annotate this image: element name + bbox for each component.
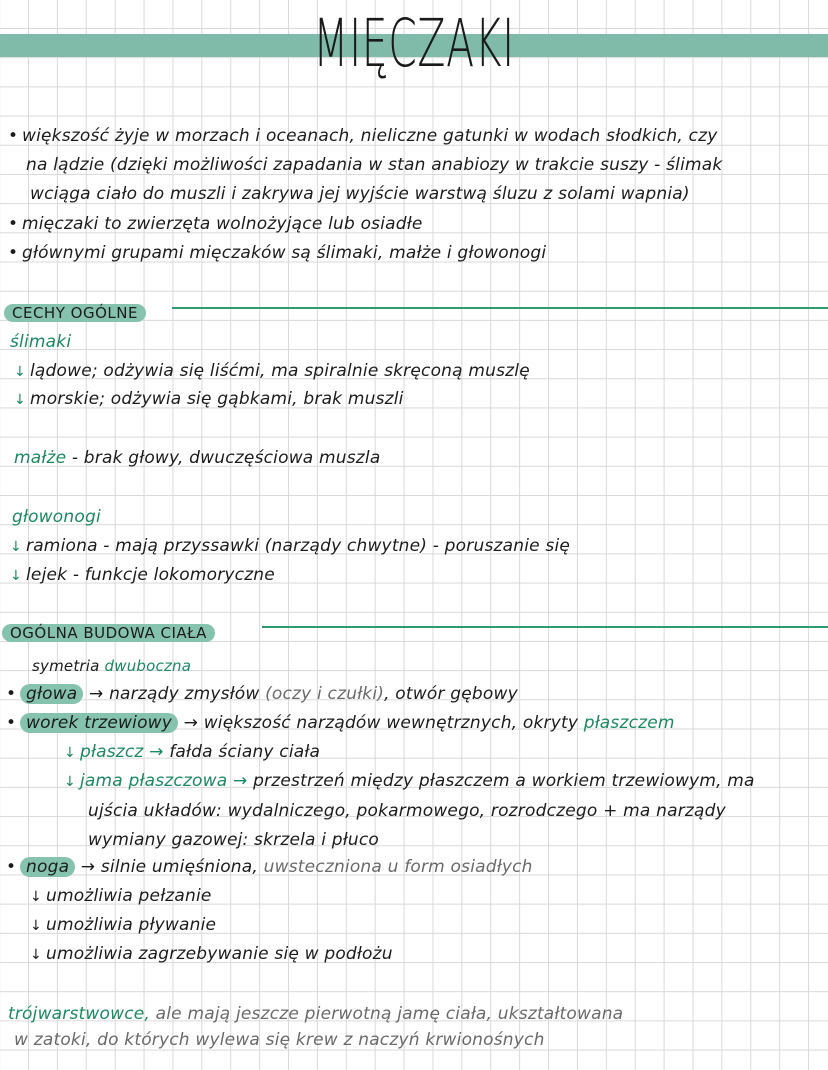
down-arrow-icon: ↓ — [14, 364, 26, 380]
group-label-slimaki: ślimaki — [10, 332, 72, 352]
down-arrow-icon: ↓ — [30, 947, 42, 963]
section-heading-text: OGÓLNA BUDOWA CIAŁA — [2, 624, 215, 642]
down-arrow-icon: ↓ — [14, 392, 26, 408]
noga-text: silnie umięśniona, — [100, 857, 258, 877]
intro-bullet-3 — [8, 239, 546, 268]
noga-item-1 — [30, 882, 212, 912]
worek-line — [6, 709, 675, 738]
term-glowa: głowa — [20, 684, 83, 704]
noga-gray-text: uwsteczniona u form osiadłych — [263, 857, 533, 877]
slimaki-item-2 — [14, 385, 404, 415]
term-noga: noga — [20, 857, 75, 877]
worek-text: większość narządów wewnętrznych, okryty — [203, 713, 579, 733]
closing-line-2: w zatoki, do których wylewa się krew z naczyń krwionośnych — [14, 1030, 545, 1050]
slimaki-item-1 — [14, 357, 530, 387]
intro-line: na lądzie (dzięki możliwości zapadania w stan anabiozy w trakcie suszy - ślimak — [26, 155, 723, 175]
down-arrow-icon: ↓ — [64, 774, 76, 790]
right-arrow-icon: → — [89, 684, 104, 704]
bullet-icon: • — [6, 857, 17, 877]
section-rule — [172, 307, 828, 309]
intro-bullet-1 — [8, 122, 722, 209]
term-plaszcz: płaszcz — [80, 742, 144, 762]
down-arrow-icon: ↓ — [30, 918, 42, 934]
bullet-icon: • — [8, 126, 19, 146]
list-item: morskie; odżywia się gąbkami, brak muszli — [30, 389, 404, 409]
intro-bullet-2 — [8, 210, 423, 239]
list-item: umożliwia pełzanie — [46, 886, 212, 906]
down-arrow-icon: ↓ — [30, 889, 42, 905]
bullet-icon: • — [8, 214, 19, 234]
symmetry-label: symetria — [32, 657, 100, 675]
noga-line — [6, 853, 533, 882]
section-heading-text: CECHY OGÓLNE — [4, 304, 146, 322]
glowa-text-after: , otwór gębowy — [384, 684, 518, 704]
down-arrow-icon: ↓ — [64, 745, 76, 761]
intro-line: mięczaki to zwierzęta wolnożyjące lub osiadłe — [22, 214, 423, 234]
list-item: umożliwia pływanie — [46, 915, 217, 935]
plaszcz-text: fałda ściany ciała — [169, 742, 321, 762]
jama-line — [64, 767, 755, 855]
malze-text: - brak głowy, dwuczęściowa muszla — [71, 448, 381, 468]
jama-text: przestrzeń między płaszczem a workiem trzewiowym, ma — [253, 771, 755, 791]
intro-line: większość żyje w morzach i oceanach, nieliczne gatunki w wodach słodkich, czy — [22, 126, 718, 146]
down-arrow-icon: ↓ — [10, 539, 22, 555]
noga-item-2 — [30, 911, 216, 941]
jama-line-3: wymiany gazowej: skrzela i płuco — [88, 830, 379, 850]
section-rule — [262, 626, 828, 628]
symmetry-value: dwuboczna — [104, 657, 192, 675]
symmetry-line — [32, 652, 191, 681]
noga-item-3 — [30, 940, 393, 970]
closing-green-term: trójwarstwowce, — [8, 1004, 151, 1024]
closing-paragraph — [8, 1000, 623, 1055]
plaszcz-line — [64, 738, 320, 768]
term-jama-plaszczowa: jama płaszczowa — [80, 771, 228, 791]
closing-line-1: ale mają jeszcze pierwotną jamę ciała, ukształtowana — [155, 1004, 624, 1024]
term-worek: worek trzewiowy — [20, 713, 178, 733]
glowonogi-item-2 — [10, 561, 275, 591]
glowa-gray-text: (oczy i czułki) — [265, 684, 385, 704]
group-label-glowonogi: głowonogi — [12, 507, 101, 527]
jama-line-2: ujścia układów: wydalniczego, pokarmowego, rozrodczego + ma narządy — [88, 801, 726, 821]
list-item: lejek - funkcje lokomoryczne — [26, 565, 275, 585]
group-label-malze: małże — [14, 448, 67, 468]
glowa-text: narządy zmysłów — [109, 684, 260, 704]
page-title: MIĘCZAKI — [313, 5, 515, 82]
section-heading-budowa — [2, 622, 215, 644]
list-item: ramiona - mają przyssawki (narządy chwytne) - poruszanie się — [26, 536, 571, 556]
glowa-line — [6, 680, 518, 709]
list-item: lądowe; odżywia się liśćmi, ma spiralnie skręconą muszlę — [30, 361, 530, 381]
intro-line: wciąga ciało do muszli i zakrywa jej wyjście warstwą śluzu z solami wapnia) — [30, 184, 690, 204]
list-item: umożliwia zagrzebywanie się w podłożu — [46, 944, 393, 964]
right-arrow-icon: → — [149, 742, 164, 762]
right-arrow-icon: → — [80, 857, 96, 877]
bullet-icon: • — [8, 243, 19, 263]
right-arrow-icon: → — [233, 771, 248, 791]
bullet-icon: • — [6, 684, 17, 704]
intro-line: głównymi grupami mięczaków są ślimaki, małże i głowonogi — [22, 243, 547, 263]
group-malze — [14, 444, 380, 473]
glowonogi-item-1 — [10, 532, 570, 562]
right-arrow-icon: → — [183, 713, 199, 733]
down-arrow-icon: ↓ — [10, 568, 22, 584]
bullet-icon: • — [6, 713, 17, 733]
section-heading-cechy — [4, 302, 146, 324]
worek-green-text: płaszczem — [583, 713, 675, 733]
